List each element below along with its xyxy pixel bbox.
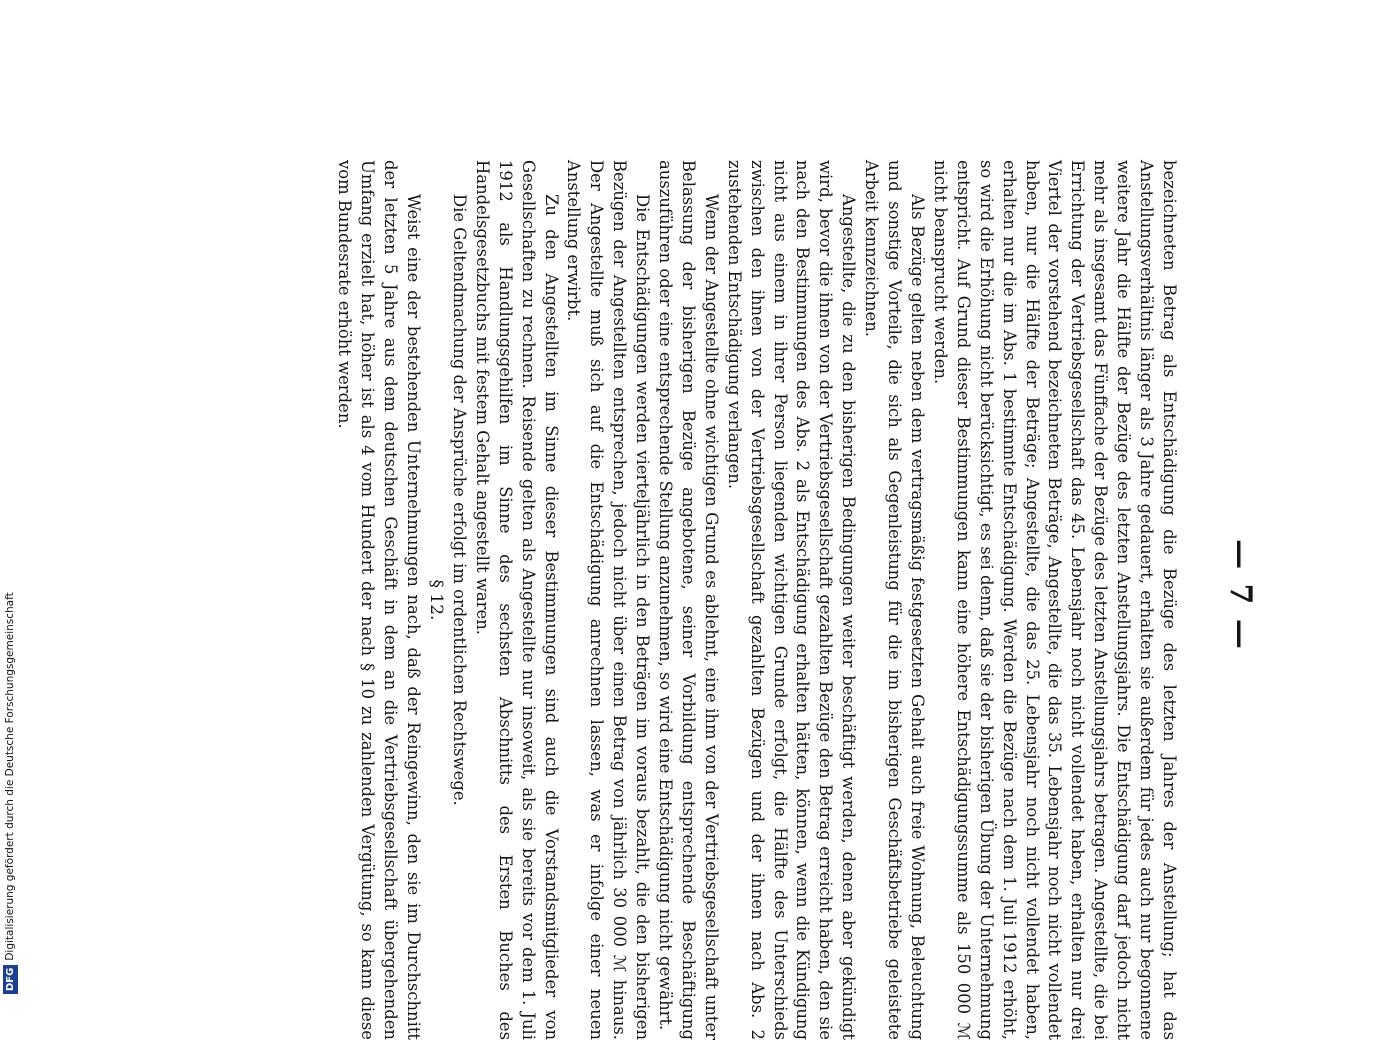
paragraph-3: Angestellte, die zu den bisherigen Bedingungen weiter beschäftigt werden, denen aber gekündigt wird, bevor die ihnen von der Vertriebsgesellschaft gezahlten Bezüge den Betrag erreicht haben, den sie nach den Bestimmungen des Abs. 2 als Entschädigung erhalten hätten, können, wenn die Kündigung nicht aus einem in ihrer Person liegenden wichtigen Grunde erfolgt, die Hälfte des Unterschieds zwischen den ihnen von der Vertriebsgesellschaft gezahlten Bezügen und der ihnen nach Abs. 2 zustehenden Entschädigung verlangen.: [724, 160, 859, 1040]
page-number: — 7 —: [1223, 539, 1258, 651]
dfg-logo: DFG: [3, 965, 18, 994]
paragraph-2: Als Bezüge gelten neben dem vertragsmäßig festgesetzten Gehalt auch freie Wohnung, Beleuchtung und sonstige Vorteile, die sich als Gegenleistung für die im bisherigen Geschäftsbetriebe geleistete Arbeit kennzeichnen.: [862, 160, 928, 1040]
credit-text: Digitalisierung gefördert durch die Deutsche Forschungsgemeinschaft: [4, 592, 16, 961]
rotated-page: [160, 160, 1270, 1040]
paragraph-6: Zu den Angestellten im Sinne dieser Bestimmungen sind auch die Vorstandsmitglieder von Gesellschaften zu rechnen. Reisende gelten als Angestellte nur insoweit, als sie bereits vor dem 1. Juli 1912 als Handlungsgehilfen im Sinne des sechsten Abschnitts des Ersten Buches des Handelsgesetzbuchs mit festem Gehalt angestellt waren.: [472, 160, 561, 1040]
section-paragraph: Weist eine der bestehenden Unternehmungen nach, daß der Reingewinn, den sie im Durchschnitt der letzten 5 Jahre aus dem deutschen Geschäft in dem an die Vertriebsgesellschaft übergehenden Umfang erzielt hat, höher ist als 4 vom Hundert der nach § 10 zu zahlenden Vergütung, so kann diese vom Bundesrate erhöht werden.: [335, 160, 424, 1040]
paragraph-1: bezeichneten Betrag als Entschädigung die Bezüge des letzten Jahres der Anstellung; hat das Anstellungsverhältnis länger als 3 Jahre gedauert, erhalten sie außerdem für jedes auch nur begonnene weitere Jahr die Hälfte der Bezüge des letzten Anstellungsjahrs. Die Entschädigung darf jedoch nicht mehr als insgesamt das Fünffache der Bezüge des letzten Anstellungsjahrs betragen. Angestellte, die bei Errichtung der Vertriebsgesellschaft das 45. Lebensjahr noch nicht vollendet haben, erhalten nur drei Viertel der vorstehend bezeichneten Beträge, Angestellte, die das 35. Lebensjahr noch nicht vollendet haben, nur die Hälfte der Beträge; Angestellte, die das 25. Lebensjahr noch nicht vollendet haben, erhalten nur die im Abs. 1 bestimmte Entschädigung. Werden die Bezüge nach dem 1. Juli 1912 erhöht, so wird die Erhöhung nicht berücksichtigt, es sei denn, daß sie der bisherigen Übung der Unternehmung entspricht. Auf Grund dieser Bestimmungen kann eine höhere Entschädigungssumme als 150 000 ℳ nicht beansprucht werden.: [930, 160, 1179, 1040]
text-body: [332, 160, 1180, 1040]
paragraph-4: Wenn der Angestellte ohne wichtigen Grund es ablehnt, eine ihm von der Vertriebsgesellschaft unter Belassung der bisherigen Bezüge angebotene, seiner Vorbildung entsprechende Beschäftigung auszuführen oder eine entsprechende Stellung anzunehmen, so wird eine Entschädigung nicht gewährt.: [656, 160, 721, 1040]
section-heading: § 12.: [426, 579, 446, 621]
paragraph-5: Die Entschädigungen werden vierteljährlich in den Beträgen im voraus bezahlt, die den bisherigen Bezügen der Angestellten entsprechen, jedoch nicht über einen Betrag von jährlich 30 000 ℳ hinaus. Der Angestellte muß sich auf die Entschädigung anrechnen lassen, was er infolge einer neuen Anstellung erwirbt.: [564, 160, 653, 1040]
digitization-credit: [0, 0, 20, 1000]
paragraph-7: Die Geltendmachung der Ansprüche erfolgt im ordentlichen Rechtswege.: [449, 194, 469, 806]
